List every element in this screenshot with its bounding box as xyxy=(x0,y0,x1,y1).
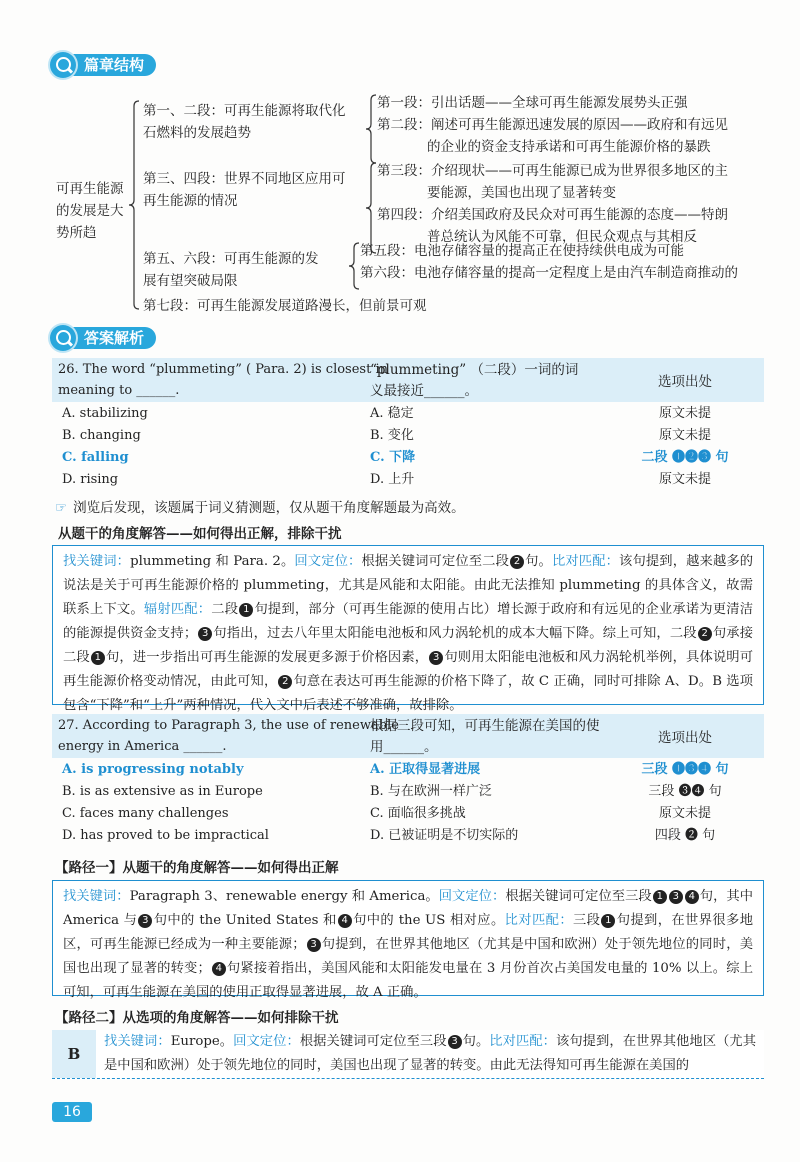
structure-header xyxy=(50,52,156,78)
option-cn: B. 变化 xyxy=(370,428,414,443)
option-en: B. is as extensive as in Europe xyxy=(62,784,263,799)
option-source: 三段 ❶❸❹ 句 xyxy=(641,762,729,777)
option-en: C. falling xyxy=(62,450,129,465)
topic-line: 的发展是大 xyxy=(56,203,124,219)
option-source: 原文未提 xyxy=(658,472,711,487)
option-cn: C. 下降 xyxy=(370,450,416,465)
option-en: C. faces many challenges xyxy=(62,806,229,821)
option-b-analysis xyxy=(52,1030,764,1079)
group-label: 第三、四段：世界不同地区应用可 xyxy=(143,171,346,187)
question-cn: 根据三段可知，可再生能源在美国的使 xyxy=(370,718,600,734)
option-letter-b: B xyxy=(52,1030,96,1078)
group-label: 第一、二段：可再生能源将取代化 xyxy=(143,103,346,119)
option-en: D. has proved to be impractical xyxy=(62,828,269,843)
structure-item: 第一段：引出话题——全球可再生能源发展势头正强 xyxy=(377,95,688,111)
option-en: B. changing xyxy=(62,428,141,443)
group-label: 展有望突破局限 xyxy=(143,273,238,289)
source-header: 选项出处 xyxy=(658,730,712,746)
structure-last: 第七段：可再生能源发展道路漫长，但前景可观 xyxy=(143,298,427,314)
option-source: 原文未提 xyxy=(658,406,711,421)
path-two-title: 【路径二】从选项的角度解答——如何排除干扰 xyxy=(55,1010,339,1026)
structure-item: 的企业的资金支持承诺和可再生能源价格的暴跌 xyxy=(427,139,711,155)
group-label: 再生能源的情况 xyxy=(143,193,238,209)
structure-item: 第二段：阐述可再生能源迅速发展的原因——政府和有远见 xyxy=(377,117,728,133)
source-header: 选项出处 xyxy=(658,374,712,390)
structure-item: 第五段：电池存储容量的提高正在使持续供电成为可能 xyxy=(360,243,684,259)
brace-icon xyxy=(128,100,140,310)
structure-item: 要能源，美国也出现了显著转变 xyxy=(427,185,616,201)
structure-item: 第四段：介绍美国政府及民众对可再生能源的态度——特朗 xyxy=(377,207,728,223)
option-source: 二段 ❶❷❸ 句 xyxy=(641,450,729,465)
question-en: 27. According to Paragraph 3, the use of renewable xyxy=(58,718,399,733)
structure-item: 第三段：介绍现状——可再生能源已成为世界很多地区的主 xyxy=(377,163,728,179)
option-cn: D. 已被证明是不切实际的 xyxy=(370,828,519,843)
tip-text: 浏览后发现，该题属于词义猜测题，仅从题干角度解题最为高效。 xyxy=(73,500,465,516)
question-en: energy in America ______. xyxy=(58,739,227,754)
option-cn: D. 上升 xyxy=(370,472,415,487)
option-cn: C. 面临很多挑战 xyxy=(370,806,466,821)
option-cn: B. 与在欧洲一样广泛 xyxy=(370,784,492,799)
tip-row xyxy=(55,496,465,516)
option-source: 原文未提 xyxy=(658,428,711,443)
hand-pointer-icon: ☞ xyxy=(55,500,68,516)
option-source: 四段 ❷ 句 xyxy=(654,828,716,843)
structure-item: 第六段：电池存储容量的提高一定程度上是由汽车制造商推动的 xyxy=(360,265,738,281)
question-cn: 义最接近______。 xyxy=(370,383,478,399)
question-en: meaning to ______. xyxy=(58,383,180,398)
option-source: 三段 ❸❹ 句 xyxy=(648,784,722,799)
analysis-box-27: 找关键词：Paragraph 3、renewable energy 和 America。回文定位：根据关键词可定位至三段 1 3 4 句，其中 America 与 3 句中的 the United States 和 4 句中的 the US 相对应。比对匹配：三段 1 句提到，在世界很多地区，可再生能源已经成为一种主要能源； 3 句提到，在世界其他地区（尤其是中国和欧洲）处于领先地位的同时，美国也出现了显著的转变； 4 句紧接着指出，美国风能和太阳能发电量在 3 月份首次占美国发电量的 10% 以上。综上可知，可再生能源在美国的使用正取得显著进展，故 A 正确。 xyxy=(52,880,764,996)
magnifier-icon xyxy=(50,325,76,351)
option-source: 原文未提 xyxy=(658,806,711,821)
option-cn: A. 稳定 xyxy=(370,406,414,421)
brace-icon xyxy=(365,94,377,164)
question-en: 26. The word “plummeting” ( Para. 2) is closest in xyxy=(58,362,388,377)
analysis-header xyxy=(50,325,156,351)
analysis-title: 答案解析 xyxy=(68,327,156,349)
question-cn: “plummeting” （二段）一词的词 xyxy=(370,362,579,378)
group-label: 石燃料的发展趋势 xyxy=(143,125,251,141)
structure-title: 篇章结构 xyxy=(68,54,156,76)
option-en: D. rising xyxy=(62,472,119,487)
method-title: 从题干的角度解答——如何得出正解，排除干扰 xyxy=(58,526,342,542)
option-b-text: 找关键词：Europe。回文定位：根据关键词可定位至三段 3 句。比对匹配：该句提到，在世界其他地区（尤其是中国和欧洲）处于领先地位的同时，美国也出现了显著的转变。由此无法得知可再生能源在美国的 xyxy=(104,1034,757,1073)
brace-icon xyxy=(348,242,360,290)
group-label: 第五、六段：可再生能源的发 xyxy=(143,251,319,267)
structure-item: 普总统认为风能不可靠，但民众观点与其相反 xyxy=(427,229,697,245)
topic-line: 可再生能源 xyxy=(56,181,124,197)
analysis-box-26: 找关键词：plummeting 和 Para. 2。回文定位：根据关键词可定位至二段 2 句。比对匹配：该句提到，越来越多的说法是关于可再生能源价格的 plummeting，尤其是风能和太阳能。由此无法推知 plummeting 的具体含义，故需联系上下文。辐射匹配：二段 1 句提到，部分（可再生能源的使用占比）增长源于政府和有远见的企业承诺为更清洁的能源提供资金支持； 3 句指出，过去八年里太阳能电池板和风力涡轮机的成本大幅下降。综上可知，二段 2 句承接二段 1 句，进一步指出可再生能源的发展更多源于价格因素， 3 句则用太阳能电池板和风力涡轮机举例，具体说明可再生能源价格变动情况，由此可知， 2 句意在表达可再生能源的价格下降了，故 C 正确，同时可排除 A、D。B 选项包含“下降”和“上升”两种情况，代入文中后表述不够准确，故排除。 xyxy=(52,545,764,705)
option-cn: A. 正取得显著进展 xyxy=(370,762,481,777)
option-en: A. stabilizing xyxy=(62,406,148,421)
option-en: A. is progressing notably xyxy=(62,762,244,777)
page-number: 16 xyxy=(52,1102,92,1122)
magnifier-icon xyxy=(50,52,76,78)
question-cn: 用______。 xyxy=(370,739,438,755)
topic-line: 势所趋 xyxy=(56,225,97,241)
path-one-title: 【路径一】从题干的角度解答——如何得出正解 xyxy=(55,860,339,876)
